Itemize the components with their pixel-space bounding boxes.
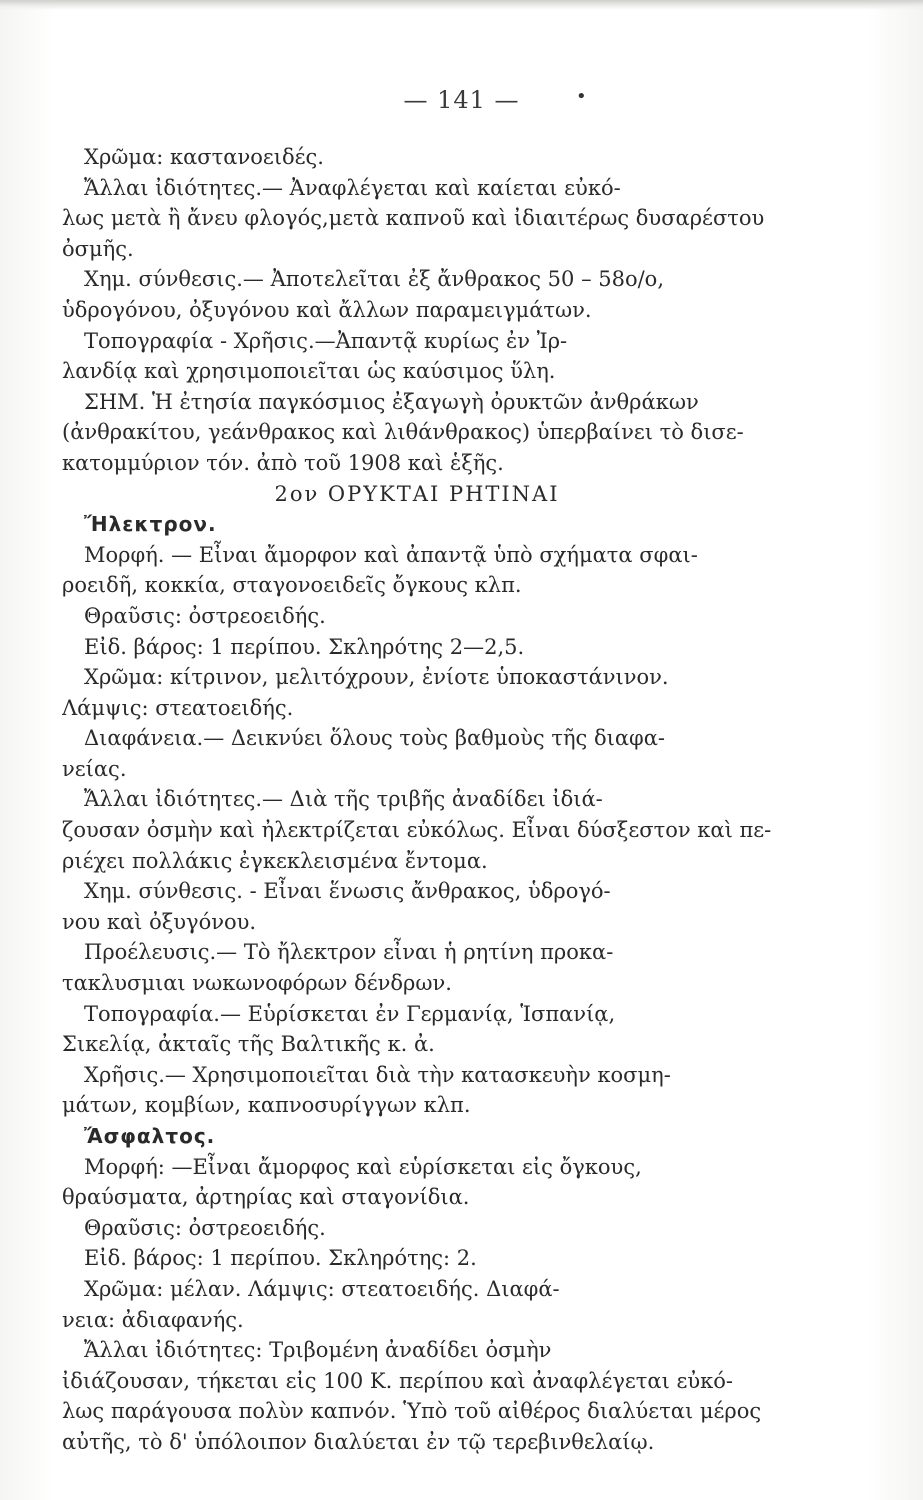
text-line: λως μετὰ ἢ ἄνευ φλογός,μετὰ καπνοῦ καὶ ἰδιαιτέρως δυσαρέστου — [62, 206, 765, 231]
text-line: ροειδῆ, κοκκία, σταγονοειδεῖς ὄγκους κλπ. — [62, 573, 522, 598]
text-line: ριέχει πολλάκις ἐγκεκλεισμένα ἔντομα. — [62, 848, 488, 873]
text-line: νείας. — [62, 756, 127, 781]
text-line: Θραῦσις: ὀστρεοειδής. — [84, 603, 326, 628]
page-top-edge — [0, 0, 923, 10]
text-line: θραύσματα, ἀρτηρίας καὶ σταγονίδια. — [62, 1185, 470, 1210]
text-line: Τοπογραφία - Χρῆσις.—Ἀπαντᾷ κυρίως ἐν Ἰρ- — [84, 328, 568, 353]
text-line: κατομμύριον τόν. ἀπὸ τοῦ 1908 καὶ ἑξῆς. — [62, 450, 504, 475]
subsection-title: Ἤλεκτρον. — [84, 512, 217, 537]
text-line: Μορφή: —Εἶναι ἄμορφος καὶ εὑρίσκεται εἰς ὄγκους, — [84, 1154, 642, 1179]
text-line: Χρῶμα: μέλαν. Λάμψις: στεατοειδής. Διαφά- — [84, 1276, 560, 1301]
text-line: Τοπογραφία.— Εὑρίσκεται ἐν Γερμανίᾳ, Ἱσπανίᾳ, — [84, 1001, 616, 1026]
text-line: Διαφάνεια.— Δεικνύει ὅλους τοὺς βαθμοὺς τῆς διαφα- — [84, 726, 665, 751]
text-line: ΣΗΜ. Ἡ ἐτησία παγκόσμιος ἐξαγωγὴ ὀρυκτῶν ἀνθράκων — [84, 389, 699, 414]
text-line: ἰδιάζουσαν, τήκεται εἰς 100 Κ. περίπου καὶ ἀναφλέγεται εὐκό- — [62, 1368, 734, 1393]
text-line: Χημ. σύνθεσις.— Ἀποτελεῖται ἐξ ἄνθρακος 50 – 58o/o, — [84, 267, 665, 292]
text-line: Χημ. σύνθεσις. - Εἶναι ἕνωσις ἄνθρακος, ὑδρογό- — [84, 879, 611, 904]
page-number: — 141 — — [403, 86, 520, 114]
text-line: Χρῶμα: κίτρινον, μελιτόχρουν, ἐνίοτε ὑποκαστάνινον. — [84, 665, 669, 690]
text-line: Χρῶμα: καστανοειδές. — [84, 145, 324, 169]
text-line: Εἰδ. βάρος: 1 περίπου. Σκληρότης 2—2,5. — [84, 634, 525, 659]
subsection-title: Ἄσφαλτος. — [84, 1124, 216, 1148]
text-line: Χρῆσις.— Χρησιμοποιεῖται διὰ τὴν κατασκευὴν κοσμη- — [84, 1062, 671, 1087]
text-line: Εἰδ. βάρος: 1 περίπου. Σκληρότης: 2. — [84, 1246, 477, 1271]
text-line: ζουσαν ὀσμὴν καὶ ἠλεκτρίζεται εὐκόλως. Εἶναι δύσξεστον καὶ πε- — [62, 818, 772, 843]
ink-dot: • — [576, 86, 587, 107]
text-line: τακλυσμιαι νωκωνοφόρων δένδρων. — [62, 971, 452, 996]
text-line: Ἄλλαι ἰδιότητες.— Διὰ τῆς τριβῆς ἀναδίδει ἰδιά- — [84, 787, 603, 812]
text-line: λανδίᾳ καὶ χρησιμοποιεῖται ὡς καύσιμος ὕλη. — [62, 359, 556, 384]
text-line: Θραῦσις: ὀστρεοειδής. — [84, 1215, 326, 1240]
text-line: Σικελίᾳ, ἀκταῖς τῆς Βαλτικῆς κ. ἀ. — [62, 1032, 435, 1057]
text-line: ὑδρογόνου, ὀξυγόνου καὶ ἄλλων παραμειγμάτων. — [62, 297, 592, 322]
text-line: μάτων, κομβίων, καπνοσυρίγγων κλπ. — [62, 1093, 471, 1118]
text-line: λως παράγουσα πολὺν καπνόν. Ὑπὸ τοῦ αἰθέρος διαλύεται μέρος — [62, 1399, 762, 1424]
text-line: (ἀνθρακίτου, γεάνθρακος καὶ λιθάνθρακος) ὑπερβαίνει τὸ δισε- — [62, 420, 744, 445]
text-line: αὐτῆς, τὸ δ' ὑπόλοιπον διαλύεται ἐν τῷ τερεβινθελαίῳ. — [62, 1429, 655, 1454]
text-line: νεια: ἀδιαφανής. — [62, 1307, 244, 1332]
text-line: Ἄλλαι ἰδιότητες.— Ἀναφλέγεται καὶ καίεται εὐκό- — [84, 175, 621, 200]
section-heading: 2ον ΟΡΥΚΤΑΙ ΡΗΤΙΝΑΙ — [274, 481, 560, 506]
text-line: Μορφή. — Εἶναι ἄμορφον καὶ ἀπαντᾷ ὑπὸ σχήματα σφαι- — [84, 542, 698, 567]
text-line: Ἄλλαι ἰδιότητες: Τριβομένη ἀναδίδει ὀσμὴν — [84, 1338, 552, 1363]
text-line: ὀσμῆς. — [62, 236, 134, 261]
page-body-text — [62, 142, 772, 1458]
text-line: νου καὶ ὀξυγόνου. — [62, 909, 257, 934]
text-line: Λάμψις: στεατοειδής. — [62, 695, 294, 720]
text-line: Προέλευσις.— Τὸ ἤλεκτρον εἶναι ἡ ρητίνη προκα- — [84, 940, 614, 965]
